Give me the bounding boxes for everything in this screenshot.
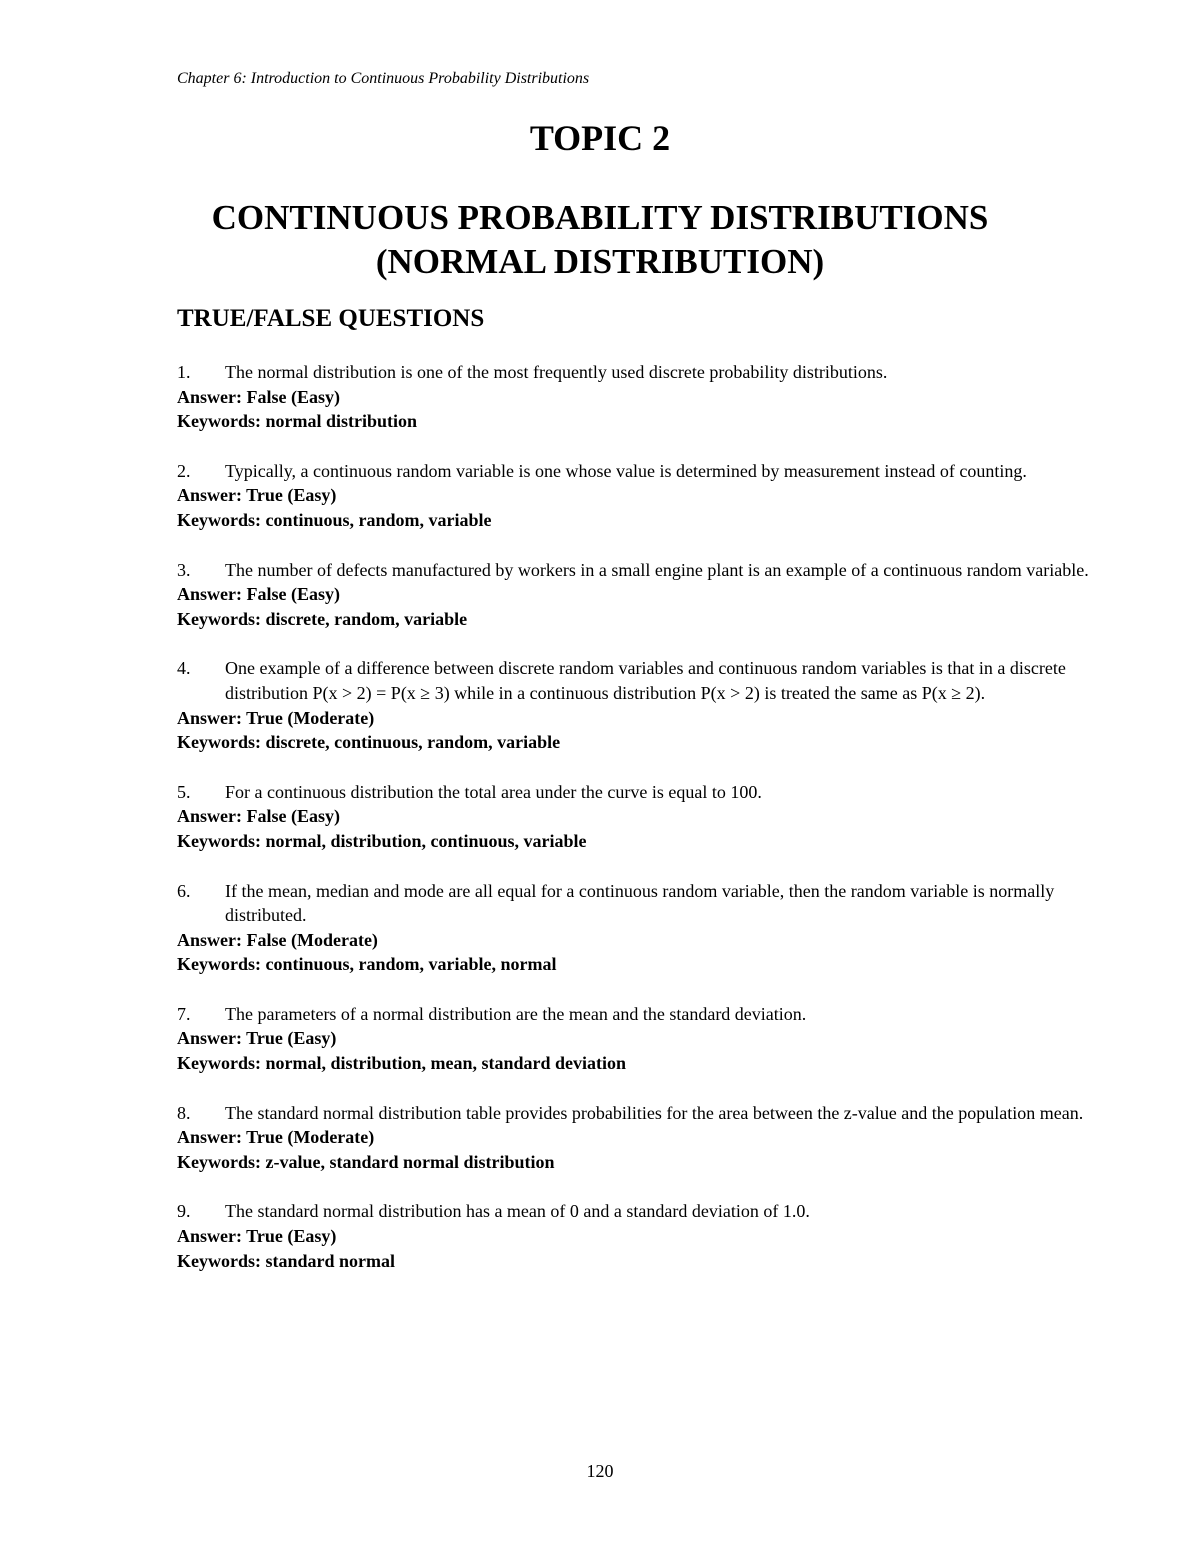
question-number: 7. xyxy=(177,1003,191,1024)
question-text: The parameters of a normal distribution are the mean and the standard deviation. xyxy=(225,1003,807,1024)
question-number: 3. xyxy=(177,559,191,580)
page-title-line-2: (NORMAL DISTRIBUTION) xyxy=(375,242,825,281)
question-answer: Answer: True (Moderate) xyxy=(177,707,375,728)
page-title-line-1: CONTINUOUS PROBABILITY DISTRIBUTIONS xyxy=(211,198,989,237)
section-heading: TRUE/FALSE QUESTIONS xyxy=(177,305,485,332)
topic-heading: TOPIC 2 xyxy=(529,118,671,158)
question-answer: Answer: False (Easy) xyxy=(177,386,340,407)
question-number: 9. xyxy=(177,1201,191,1222)
question-item-8 xyxy=(177,1101,1107,1175)
question-number: 4. xyxy=(177,658,191,679)
question-text: One example of a difference between discrete random variables and continuous random variables is that in a discrete distribution P(x > 2) = P(x ≥ 3) while in a continuous distribution P(x > 2) is treated the same as P(x ≥ 2). xyxy=(225,658,1066,703)
question-keywords: Keywords: discrete, continuous, random, variable xyxy=(177,732,561,753)
question-answer: Answer: False (Moderate) xyxy=(177,929,378,950)
question-list xyxy=(177,360,1107,1298)
question-number: 5. xyxy=(177,781,191,802)
question-keywords: Keywords: normal distribution xyxy=(177,411,418,432)
question-item-6 xyxy=(177,879,1107,977)
question-text: The number of defects manufactured by workers in a small engine plant is an example of a continuous random variable. xyxy=(225,559,1089,580)
question-item-1 xyxy=(177,360,1107,434)
page-number: 120 xyxy=(586,1461,614,1481)
question-keywords: Keywords: normal, distribution, continuous, variable xyxy=(177,830,587,851)
question-keywords: Keywords: z-value, standard normal distribution xyxy=(177,1151,555,1172)
question-text: The standard normal distribution table provides probabilities for the area between the z-value and the population mean. xyxy=(225,1102,1084,1123)
question-item-3 xyxy=(177,558,1107,632)
question-keywords: Keywords: discrete, random, variable xyxy=(177,608,468,629)
question-answer: Answer: True (Moderate) xyxy=(177,1127,375,1148)
question-text: The standard normal distribution has a mean of 0 and a standard deviation of 1.0. xyxy=(225,1201,810,1222)
question-answer: Answer: False (Easy) xyxy=(177,584,340,605)
page-title xyxy=(0,196,1200,284)
question-text: The normal distribution is one of the most frequently used discrete probability distributions. xyxy=(225,362,888,382)
question-answer: Answer: True (Easy) xyxy=(177,1226,337,1247)
question-keywords: Keywords: normal, distribution, mean, standard deviation xyxy=(177,1053,627,1074)
question-answer: Answer: True (Easy) xyxy=(177,485,337,506)
question-text: If the mean, median and mode are all equal for a continuous random variable, then the random variable is normally distributed. xyxy=(225,880,1055,926)
question-answer: Answer: True (Easy) xyxy=(177,1028,337,1049)
question-keywords: Keywords: standard normal xyxy=(177,1250,396,1271)
question-item-2 xyxy=(177,459,1107,533)
question-answer: Answer: False (Easy) xyxy=(177,806,340,827)
question-number: 6. xyxy=(177,880,191,901)
question-text: For a continuous distribution the total area under the curve is equal to 100. xyxy=(225,781,762,802)
question-item-7 xyxy=(177,1002,1107,1076)
question-keywords: Keywords: continuous, random, variable xyxy=(177,509,492,530)
question-item-5 xyxy=(177,780,1107,854)
question-item-9 xyxy=(177,1199,1107,1273)
question-keywords: Keywords: continuous, random, variable, normal xyxy=(177,954,557,975)
running-header: Chapter 6: Introduction to Continuous Probability Distributions xyxy=(177,70,590,87)
question-text: Typically, a continuous random variable is one whose value is determined by measurement instead of counting. xyxy=(225,460,1027,481)
question-number: 8. xyxy=(177,1102,191,1123)
question-item-4 xyxy=(177,656,1107,754)
question-number: 2. xyxy=(177,460,191,481)
question-number: 1. xyxy=(177,362,191,382)
